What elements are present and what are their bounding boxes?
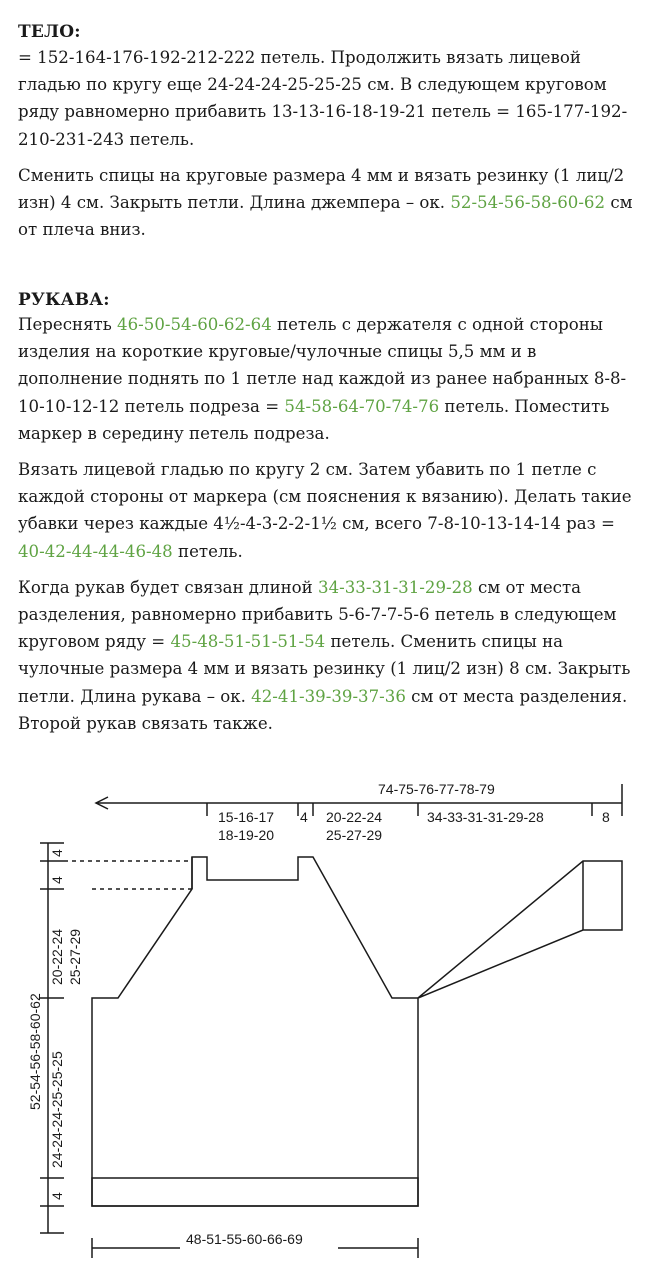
neck-gap-label: 4 — [300, 809, 308, 825]
garment-outline — [92, 857, 622, 1206]
neck-width-label-1: 15-16-17 — [218, 809, 275, 825]
schematic-diagram — [0, 770, 652, 1280]
rukava-section — [18, 290, 638, 737]
raglan-width-label-1: 20-22-24 — [326, 809, 383, 825]
cuff-length-label: 8 — [602, 809, 610, 825]
ribbing-band — [92, 1178, 418, 1206]
neck-width-label-2: 18-19-20 — [218, 827, 275, 843]
top-total-label: 74-75-76-77-78-79 — [378, 781, 495, 797]
telo-paragraph-1: = 152-164-176-192-212-222 петель. Продолжить вязать лицевой гладью по кругу еще 24-24-24-25-25-25 см. В следующем круговом ряду равномерно прибавить 13-13-16-18-19-21 петель = 165-177-192-210-231-243 петель. — [18, 48, 628, 149]
rukava-heading: РУКАВА: — [18, 290, 110, 310]
total-length-label: 52-54-56-58-60-62 — [27, 993, 43, 1110]
rukava-paragraph-1: Переснять 46-50-54-60-62-64 петель с держателя с одной стороны изделия на короткие круговые/чулочные спицы 5,5 мм и в дополнение поднять по 1 петле над каждой из ранее набранных 8-8-10-10-12-12 петель подреза = 54-58-64-70-74-76 петель. Поместить маркер в середину петель подреза. — [18, 315, 627, 443]
telo-heading: ТЕЛО: — [18, 22, 81, 42]
left-second-4-label: 4 — [49, 876, 65, 884]
raglan-width-label-2: 25-27-29 — [326, 827, 383, 843]
yoke-depth-label-2: 25-27-29 — [67, 928, 83, 985]
body-length-label: 24-24-24-25-25-25 — [49, 1051, 65, 1168]
sleeve-length-label: 34-33-31-31-29-28 — [427, 809, 544, 825]
length-values: 52-54-56-58-60-62 — [450, 193, 606, 213]
bottom-4-label: 4 — [49, 1192, 65, 1200]
telo-section — [18, 22, 638, 243]
left-top-4-label: 4 — [49, 849, 65, 857]
rukava-paragraph-3: Когда рукав будет связан длиной 34-33-31-31-29-28 см от места разделения, равномерно прибавить 5-6-7-7-5-6 петель в следующем круговом ряду = 45-48-51-51-51-54 петель. Сменить спицы на чулочные размера 4 мм и вязать резинку (1 лиц/2 изн) 8 см. Закрыть петли. Длина рукава – ок. 42-41-39-39-37-36 см от места разделения. Второй рукав связать также. — [18, 577, 631, 733]
bottom-width-label: 48-51-55-60-66-69 — [186, 1231, 303, 1247]
rukava-paragraph-2: Вязать лицевой гладью по кругу 2 см. Затем убавить по 1 петле с каждой стороны от маркера (см пояснения к вязанию). Делать такие убавки через каждые 4½-4-3-2-2-1½ см, всего 7-8-10-13-14-14 раз = 40-42-44-44-46-48 петель. — [18, 460, 632, 561]
telo-paragraph-2: Сменить спицы на круговые размера 4 мм и вязать резинку (1 лиц/2 изн) 4 см. Закрыть петли. Длина джемпера – ок. 52-54-56-58-60-62 см от плеча вниз. — [18, 165, 633, 240]
yoke-depth-label-1: 20-22-24 — [49, 928, 65, 985]
